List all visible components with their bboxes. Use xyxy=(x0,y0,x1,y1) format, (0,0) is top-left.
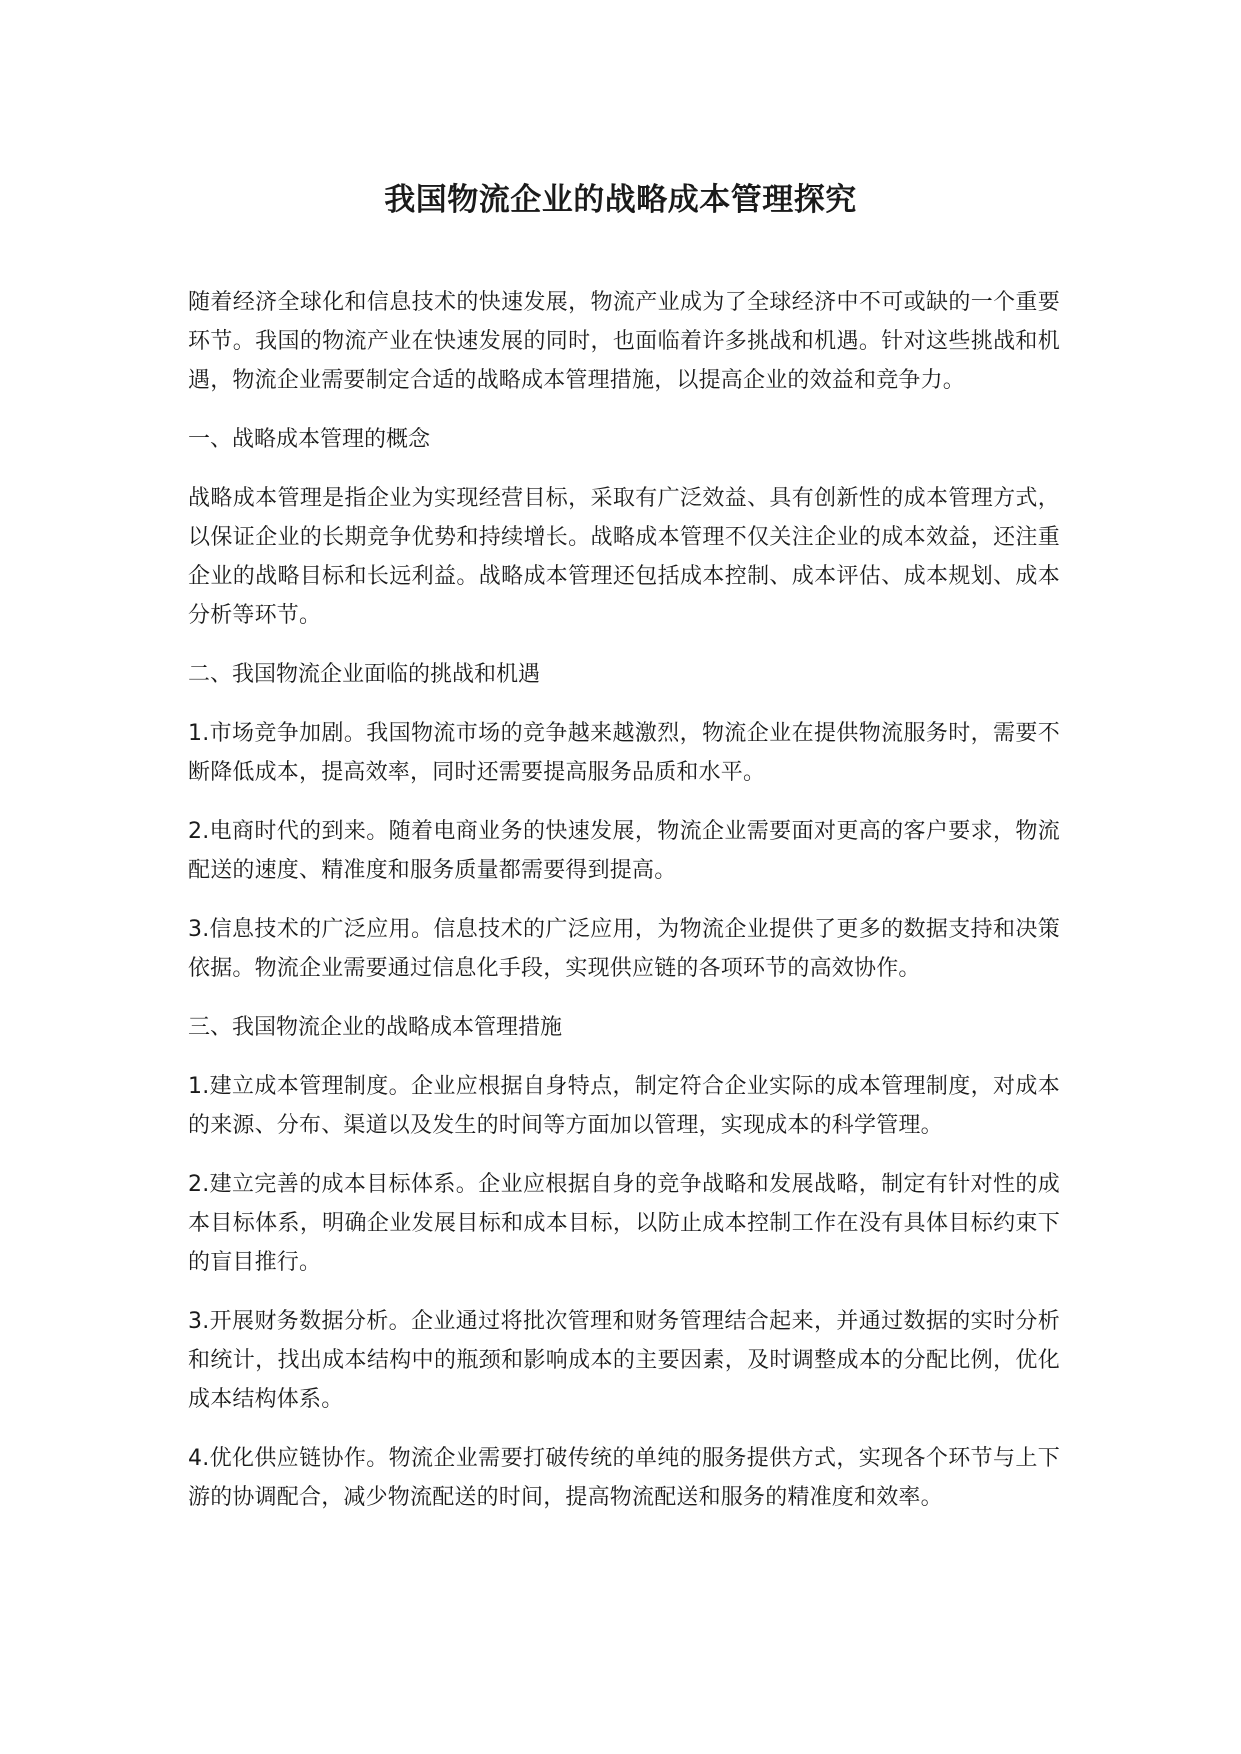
section-3-item-4: 4.优化供应链协作。物流企业需要打破传统的单纯的服务提供方式，实现各个环节与上下游的协调配合，减少物流配送的时间，提高物流配送和服务的精准度和效率。 xyxy=(188,1446,1060,1510)
intro-paragraph: 随着经济全球化和信息技术的快速发展，物流产业成为了全球经济中不可或缺的一个重要环节。我国的物流产业在快速发展的同时，也面临着许多挑战和机遇。针对这些挑战和机遇，物流企业需要制定合适的战略成本管理措施，以提高企业的效益和竞争力。 xyxy=(188,290,1060,393)
section-3-item-1: 1.建立成本管理制度。企业应根据自身特点，制定符合企业实际的成本管理制度，对成本的来源、分布、渠道以及发生的时间等方面加以管理，实现成本的科学管理。 xyxy=(188,1074,1060,1138)
section-2-item-3: 3.信息技术的广泛应用。信息技术的广泛应用，为物流企业提供了更多的数据支持和决策依据。物流企业需要通过信息化手段，实现供应链的各项环节的高效协作。 xyxy=(188,917,1060,981)
section-1-heading: 一、战略成本管理的概念 xyxy=(188,427,431,452)
section-3-item-2: 2.建立完善的成本目标体系。企业应根据自身的竞争战略和发展战略，制定有针对性的成本目标体系，明确企业发展目标和成本目标，以防止成本控制工作在没有具体目标约束下的盲目推行。 xyxy=(188,1172,1060,1275)
section-2-item-1: 1.市场竞争加剧。我国物流市场的竞争越来越激烈，物流企业在提供物流服务时，需要不断降低成本，提高效率，同时还需要提高服务品质和水平。 xyxy=(188,721,1060,785)
section-3-heading: 三、我国物流企业的战略成本管理措施 xyxy=(188,1015,563,1040)
section-2-item-2: 2.电商时代的到来。随着电商业务的快速发展，物流企业需要面对更高的客户要求，物流配送的速度、精准度和服务质量都需要得到提高。 xyxy=(188,819,1060,883)
document-body xyxy=(188,283,1060,1537)
section-3-item-3: 3.开展财务数据分析。企业通过将批次管理和财务管理结合起来，并通过数据的实时分析和统计，找出成本结构中的瓶颈和影响成本的主要因素，及时调整成本的分配比例，优化成本结构体系。 xyxy=(188,1309,1060,1412)
section-2-heading: 二、我国物流企业面临的挑战和机遇 xyxy=(188,662,541,687)
section-1-paragraph: 战略成本管理是指企业为实现经营目标，采取有广泛效益、具有创新性的成本管理方式，以保证企业的长期竞争优势和持续增长。战略成本管理不仅关注企业的成本效益，还注重企业的战略目标和长远利益。战略成本管理还包括成本控制、成本评估、成本规划、成本分析等环节。 xyxy=(188,486,1060,628)
page-title: 我国物流企业的战略成本管理探究 xyxy=(384,182,857,218)
